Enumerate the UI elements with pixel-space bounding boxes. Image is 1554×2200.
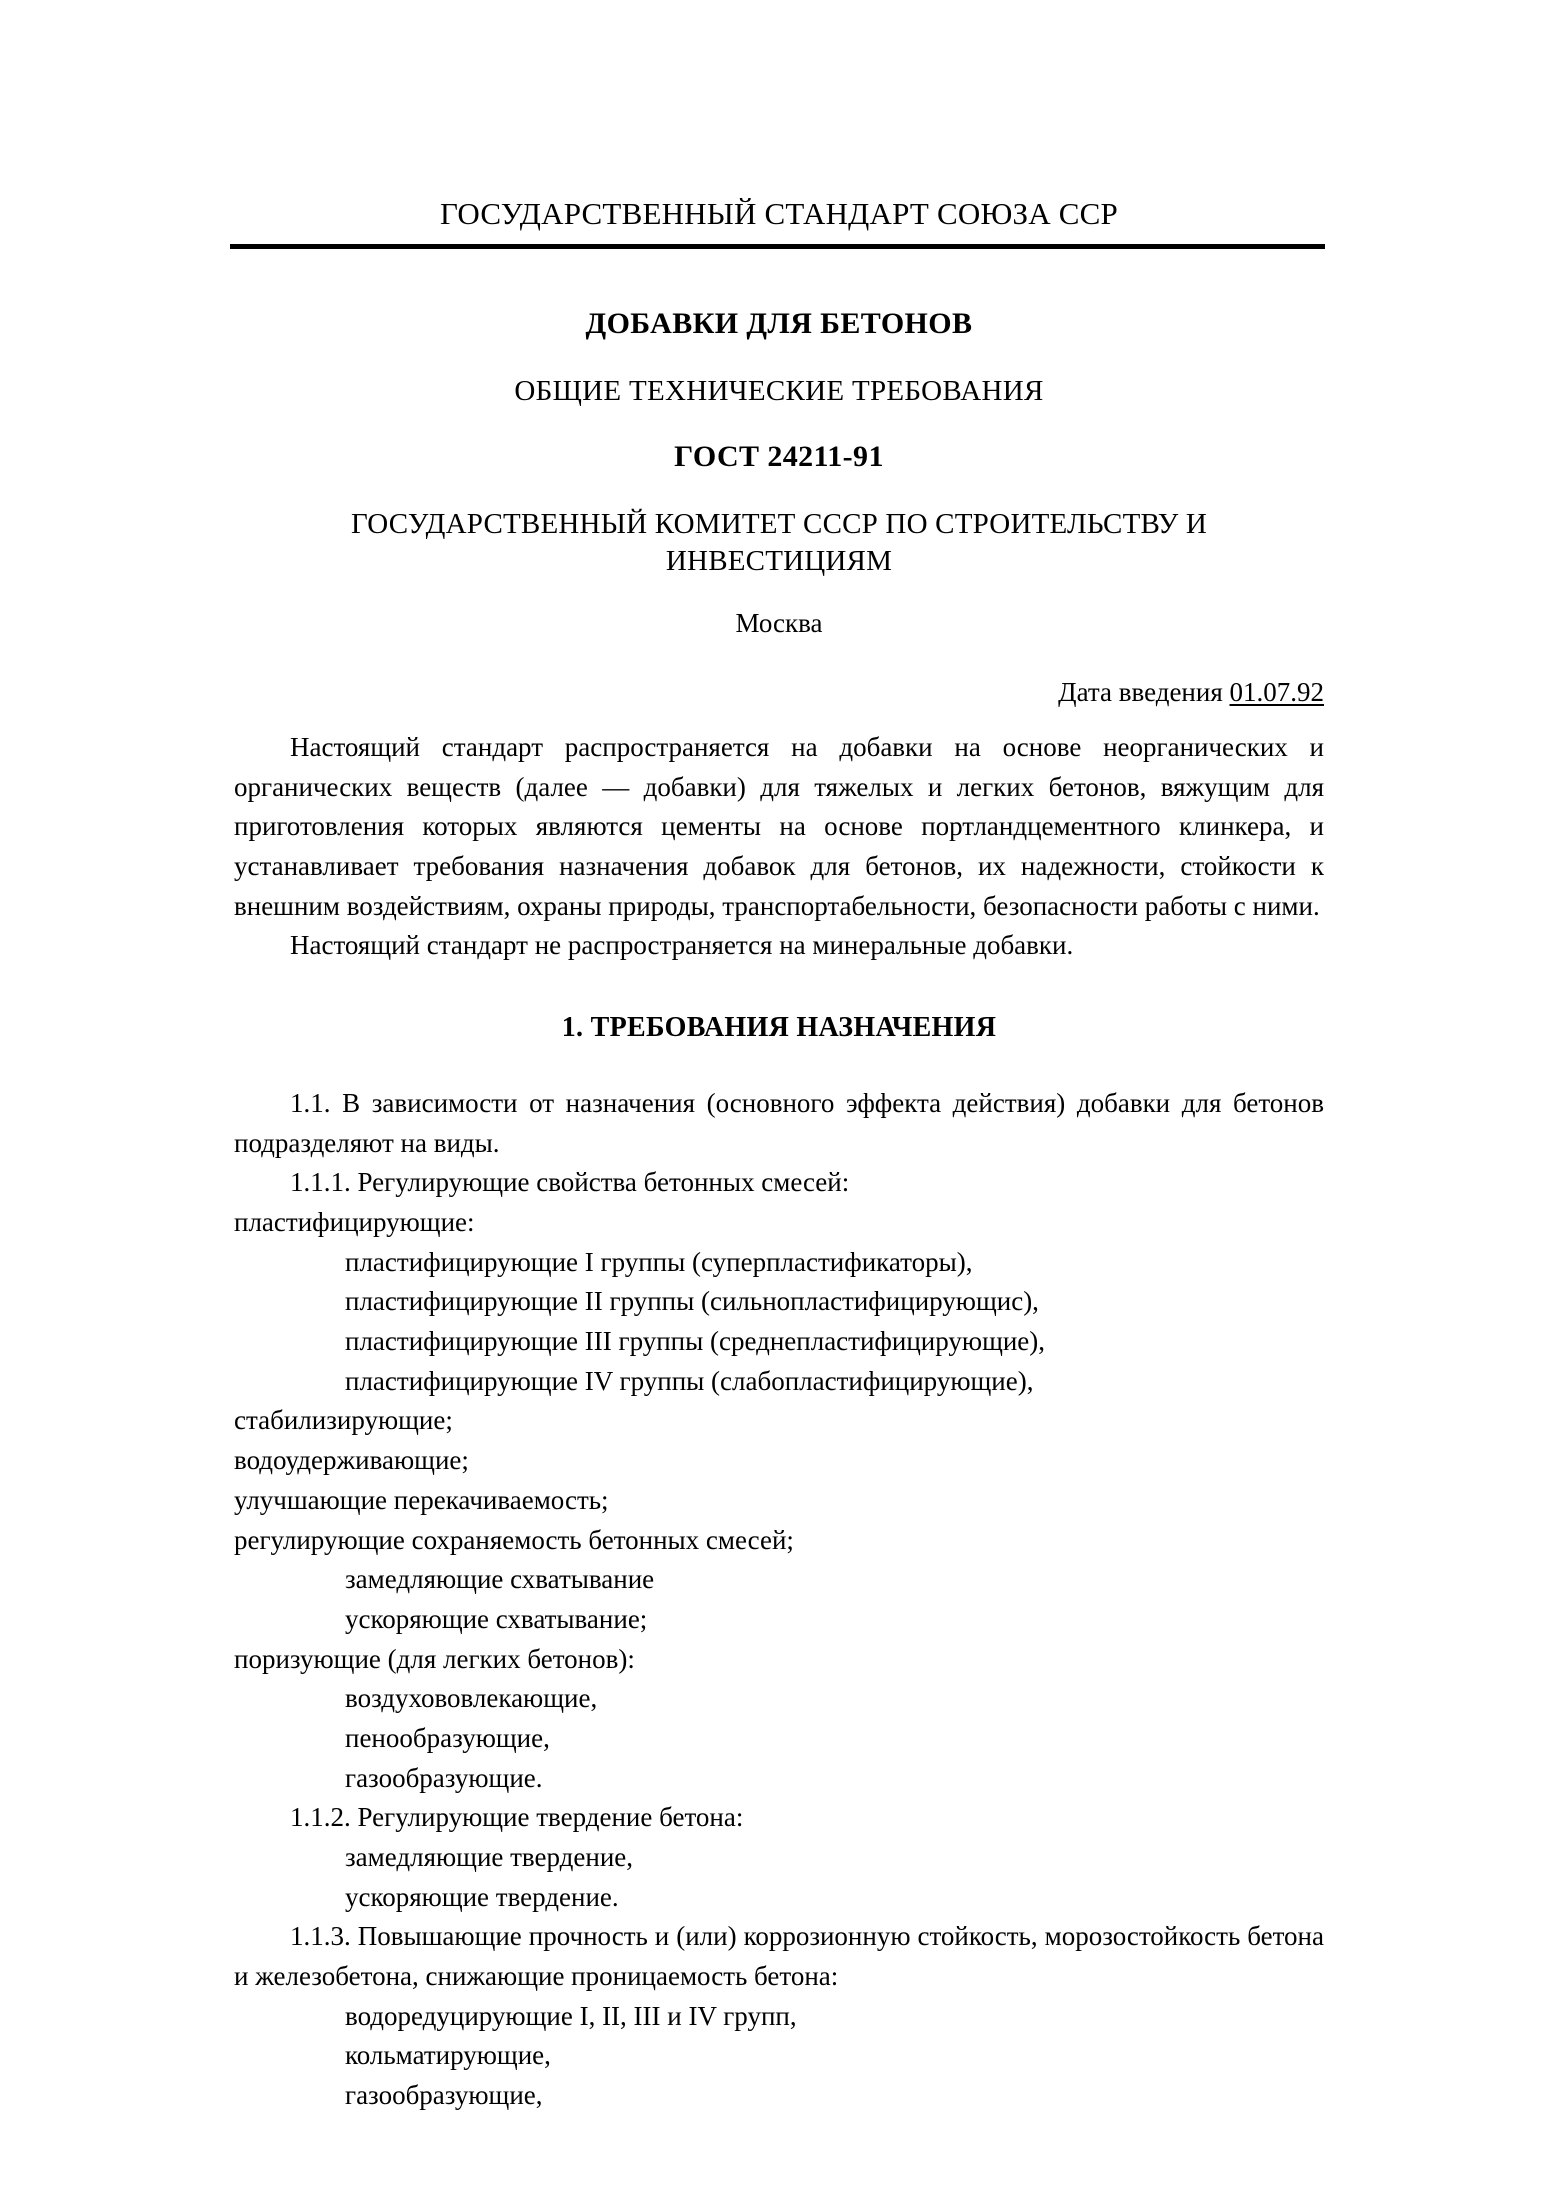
intro-paragraph-1: Настоящий стандарт распространяется на добавки на основе неорганических и органических веществ (далее — добавки) для тяжелых и легких бетонов, вяжущим для приготовления которых являются цементы на основе портландцементного клинкера, и устанавливает требования назначения добавок для бетонов, их надежности, стойкости к внешним воздействиям, охраны природы, транспортабельности, безопасности работы с ними. xyxy=(234,731,1324,921)
list-item: кольматирующие, xyxy=(345,2040,551,2071)
list-item: замедляющие твердение, xyxy=(345,1842,634,1873)
list-item: пластифицирующие: xyxy=(234,1207,475,1238)
document-content-column xyxy=(234,0,1324,2116)
introduction-date-label: Дата введения xyxy=(1058,676,1223,707)
list-item: 1.1.1. Регулирующие свойства бетонных смесей: xyxy=(290,1167,850,1198)
clause-1-1-3-list xyxy=(234,1997,1324,2116)
list-item: водоудерживающие; xyxy=(234,1445,469,1476)
header-rule-divider xyxy=(230,244,1325,249)
introduction-date-line xyxy=(234,677,1324,708)
list-item: газообразующие. xyxy=(345,1762,543,1793)
clause-1-1-3: 1.1.3. Повышающие прочность и (или) коррозионную стойкость, морозостойкость бетона и железобетона, снижающие проницаемость бетона: xyxy=(234,1921,1324,1992)
title-block xyxy=(234,307,1324,639)
list-item: воздухововлекающие, xyxy=(345,1683,598,1714)
clause-1-1: 1.1. В зависимости от назначения (основного эффекта действия) добавки для бетонов подразделяют на виды. xyxy=(234,1087,1324,1158)
list-item: газообразующие, xyxy=(345,2080,543,2111)
list-item: поризующие (для легких бетонов): xyxy=(234,1643,635,1674)
document-title: ДОБАВКИ ДЛЯ БЕТОНОВ xyxy=(585,306,973,340)
list-item: пенообразующие, xyxy=(345,1722,550,1753)
list-item: стабилизирующие; xyxy=(234,1405,453,1436)
list-item: замедляющие схватывание xyxy=(345,1564,655,1595)
publication-city: Москва xyxy=(735,607,823,638)
issuing-organization: ГОСУДАРСТВЕННЫЙ КОМИТЕТ СССР ПО СТРОИТЕЛЬСТВУ И ИНВЕСТИЦИЯМ xyxy=(350,507,1208,577)
section-1-heading: 1. ТРЕБОВАНИЯ НАЗНАЧЕНИЯ xyxy=(561,1011,997,1043)
list-item: пластифицирующие IV группы (слабопластифицирующие), xyxy=(345,1365,1034,1396)
list-item: улучшающие перекачиваемость; xyxy=(234,1484,609,1515)
list-item: регулирующие сохраняемость бетонных смесей; xyxy=(234,1524,794,1555)
document-subtitle: ОБЩИЕ ТЕХНИЧЕСКИЕ ТРЕБОВАНИЯ xyxy=(514,374,1044,407)
running-header: ГОСУДАРСТВЕННЫЙ СТАНДАРТ СОЮЗА ССР xyxy=(440,196,1118,231)
list-item: 1.1.2. Регулирующие твердение бетона: xyxy=(290,1802,744,1833)
list-item: пластифицирующие I группы (суперпластификаторы), xyxy=(345,1246,973,1277)
introduction-date-value: 01.07.92 xyxy=(1229,676,1324,707)
list-item: ускоряющие твердение. xyxy=(345,1881,619,1912)
standard-number: ГОСТ 24211-91 xyxy=(674,439,884,473)
list-item: пластифицирующие II группы (сильнопластифицирующис), xyxy=(345,1286,1039,1317)
clause-1-1-list xyxy=(234,1163,1324,1917)
intro-paragraph-2: Настоящий стандарт не распространяется на минеральные добавки. xyxy=(290,930,1074,961)
list-item: пластифицирующие III группы (среднепластифицирующие), xyxy=(345,1326,1046,1357)
list-item: водоредуцирующие I, II, III и IV групп, xyxy=(345,2000,797,2031)
list-item: ускоряющие схватывание; xyxy=(345,1603,648,1634)
